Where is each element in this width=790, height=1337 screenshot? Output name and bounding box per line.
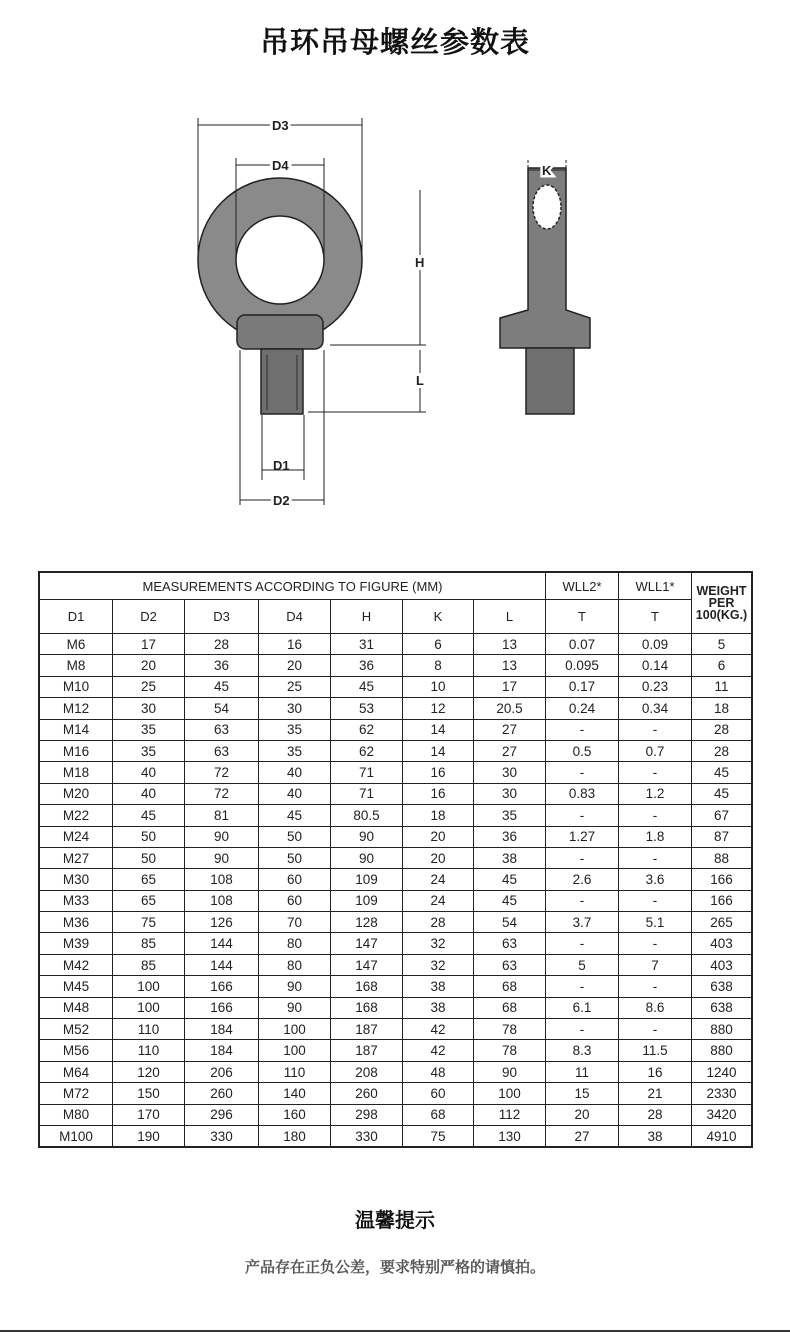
table-cell: 45 [185, 676, 259, 697]
table-cell: 110 [113, 1019, 185, 1040]
table-cell: 110 [113, 1040, 185, 1061]
side-view [500, 168, 590, 414]
label-d1: D1 [273, 458, 290, 473]
table-cell: 65 [113, 869, 185, 890]
table-cell: 0.17 [546, 676, 619, 697]
table-cell: - [546, 933, 619, 954]
table-cell: 68 [403, 1104, 474, 1125]
table-cell: 71 [331, 783, 403, 804]
table-cell: 30 [259, 698, 331, 719]
table-cell: 13 [474, 634, 546, 655]
table-cell: 50 [259, 826, 331, 847]
table-cell: 190 [113, 1125, 185, 1147]
table-cell: 45 [474, 890, 546, 911]
table-cell: M80 [39, 1104, 113, 1125]
table-cell: 298 [331, 1104, 403, 1125]
label-h: H [415, 255, 425, 270]
table-cell: 75 [403, 1125, 474, 1147]
table-row [39, 676, 752, 697]
table-cell: 100 [259, 1019, 331, 1040]
table-cell: 30 [113, 698, 185, 719]
table-cell: M10 [39, 676, 113, 697]
table-cell: 1.27 [546, 826, 619, 847]
table-row [39, 933, 752, 954]
tip-heading: 温馨提示 [355, 1208, 435, 1232]
table-cell: 20.5 [474, 698, 546, 719]
label-d2: D2 [273, 493, 290, 508]
table-cell: 403 [692, 933, 753, 954]
column-header: D1 [39, 600, 113, 634]
table-cell: 168 [331, 976, 403, 997]
table-cell: M36 [39, 912, 113, 933]
table-cell: 40 [259, 783, 331, 804]
table-cell: 0.83 [546, 783, 619, 804]
table-cell: 206 [185, 1061, 259, 1082]
table-cell: 16 [619, 1061, 692, 1082]
table-cell: 112 [474, 1104, 546, 1125]
table-cell: 126 [185, 912, 259, 933]
table-cell: 11 [546, 1061, 619, 1082]
table-row [39, 783, 752, 804]
table-cell: 16 [403, 762, 474, 783]
table-cell: 20 [403, 847, 474, 868]
table-cell: M8 [39, 655, 113, 676]
table-row [39, 997, 752, 1018]
table-cell: - [619, 933, 692, 954]
table-cell: 144 [185, 954, 259, 975]
table-cell: 54 [185, 698, 259, 719]
table-cell: 38 [619, 1125, 692, 1147]
table-cell: M64 [39, 1061, 113, 1082]
table-cell: 30 [474, 762, 546, 783]
table-cell: 28 [692, 719, 753, 740]
table-cell: M16 [39, 740, 113, 761]
table-cell: 8 [403, 655, 474, 676]
table-cell: 28 [692, 740, 753, 761]
table-cell: 2330 [692, 1083, 753, 1104]
table-row [39, 954, 752, 975]
table-cell: 6 [692, 655, 753, 676]
table-cell: 90 [259, 976, 331, 997]
table-cell: 5 [692, 634, 753, 655]
table-cell: 24 [403, 890, 474, 911]
table-cell: 24 [403, 869, 474, 890]
table-cell: M27 [39, 847, 113, 868]
table-cell: M18 [39, 762, 113, 783]
table-cell: 20 [403, 826, 474, 847]
table-cell: 25 [259, 676, 331, 697]
table-cell: 17 [113, 634, 185, 655]
header-wll1: WLL1* [619, 572, 692, 600]
table-cell: 32 [403, 933, 474, 954]
table-cell: 42 [403, 1040, 474, 1061]
group-header: MEASUREMENTS ACCORDING TO FIGURE (MM) [39, 572, 546, 600]
table-cell: 0.09 [619, 634, 692, 655]
column-header: L [474, 600, 546, 634]
table-cell: M52 [39, 1019, 113, 1040]
table-cell: 100 [113, 976, 185, 997]
table-cell: 110 [259, 1061, 331, 1082]
table-cell: 31 [331, 634, 403, 655]
table-cell: 10 [403, 676, 474, 697]
table-cell: 128 [331, 912, 403, 933]
table-row [39, 698, 752, 719]
header-wll2: WLL2* [546, 572, 619, 600]
label-d4: D4 [272, 158, 289, 173]
table-cell: M12 [39, 698, 113, 719]
table-cell: M20 [39, 783, 113, 804]
table-cell: 180 [259, 1125, 331, 1147]
table-cell: 6.1 [546, 997, 619, 1018]
table-cell: 187 [331, 1019, 403, 1040]
table-cell: 81 [185, 805, 259, 826]
table-cell: 109 [331, 869, 403, 890]
table-row [39, 740, 752, 761]
table-cell: 130 [474, 1125, 546, 1147]
table-cell: 15 [546, 1083, 619, 1104]
table-cell: 60 [259, 869, 331, 890]
table-cell: M14 [39, 719, 113, 740]
table-cell: 63 [185, 719, 259, 740]
table-row [39, 1040, 752, 1061]
table-cell: - [619, 719, 692, 740]
table-cell: M45 [39, 976, 113, 997]
table-cell: 71 [331, 762, 403, 783]
table-row [39, 1019, 752, 1040]
table-cell: 80 [259, 954, 331, 975]
table-cell: 45 [692, 783, 753, 804]
table-row [39, 1061, 752, 1082]
weight-line-2: PER [708, 596, 735, 610]
table-cell: 11.5 [619, 1040, 692, 1061]
page-title: 吊环吊母螺丝参数表 [259, 25, 530, 59]
table-cell: 144 [185, 933, 259, 954]
table-row [39, 1104, 752, 1125]
table-cell: 0.5 [546, 740, 619, 761]
table-row [39, 634, 752, 655]
table-cell: M48 [39, 997, 113, 1018]
table-cell: - [619, 805, 692, 826]
table-cell: 40 [259, 762, 331, 783]
tip-text: 产品存在正负公差，要求特别严格的请慎拍。 [244, 1258, 545, 1276]
table-cell: 100 [259, 1040, 331, 1061]
table-cell: 184 [185, 1040, 259, 1061]
column-header: D2 [113, 600, 185, 634]
table-cell: 90 [259, 997, 331, 1018]
table-cell: 108 [185, 890, 259, 911]
label-k: K [542, 163, 552, 178]
table-cell: 120 [113, 1061, 185, 1082]
table-cell: 36 [185, 655, 259, 676]
table-cell: 90 [185, 847, 259, 868]
table-cell: 90 [331, 826, 403, 847]
table-cell: 11 [692, 676, 753, 697]
table-cell: M6 [39, 634, 113, 655]
table-cell: 166 [692, 869, 753, 890]
table-cell: M39 [39, 933, 113, 954]
table-row [39, 869, 752, 890]
table-cell: 88 [692, 847, 753, 868]
table-cell: - [546, 762, 619, 783]
table-cell: 166 [185, 997, 259, 1018]
table-cell: 1.2 [619, 783, 692, 804]
table-cell: 638 [692, 997, 753, 1018]
weight-line-3: 100(KG.) [695, 608, 748, 622]
table-cell: 140 [259, 1083, 331, 1104]
table-cell: 90 [331, 847, 403, 868]
table-cell: 25 [113, 676, 185, 697]
column-header: T [619, 600, 692, 634]
table-cell: 100 [474, 1083, 546, 1104]
table-row [39, 1083, 752, 1104]
table-cell: 168 [331, 997, 403, 1018]
table-cell: 0.095 [546, 655, 619, 676]
table-cell: 32 [403, 954, 474, 975]
table-cell: 28 [403, 912, 474, 933]
table-cell: 45 [692, 762, 753, 783]
table-cell: 403 [692, 954, 753, 975]
table-cell: 38 [403, 997, 474, 1018]
table-cell: 18 [692, 698, 753, 719]
table-cell: 35 [113, 740, 185, 761]
table-cell: 0.07 [546, 634, 619, 655]
table-cell: M56 [39, 1040, 113, 1061]
table-cell: 208 [331, 1061, 403, 1082]
table-cell: M100 [39, 1125, 113, 1147]
table-cell: 1240 [692, 1061, 753, 1082]
table-row [39, 976, 752, 997]
parameter-table [38, 571, 753, 1148]
table-cell: - [546, 805, 619, 826]
table-cell: 50 [113, 826, 185, 847]
table-cell: M24 [39, 826, 113, 847]
column-header: D3 [185, 600, 259, 634]
table-cell: 38 [403, 976, 474, 997]
table-cell: 108 [185, 869, 259, 890]
table-cell: 18 [403, 805, 474, 826]
table-cell: 16 [403, 783, 474, 804]
table-cell: 260 [185, 1083, 259, 1104]
table-cell: - [546, 976, 619, 997]
table-cell: 36 [331, 655, 403, 676]
table-cell: 3.6 [619, 869, 692, 890]
table-cell: 27 [474, 740, 546, 761]
table-cell: 78 [474, 1040, 546, 1061]
table-cell: 16 [259, 634, 331, 655]
table-cell: M22 [39, 805, 113, 826]
table-cell: 63 [474, 933, 546, 954]
table-cell: 30 [474, 783, 546, 804]
table-cell: 166 [185, 976, 259, 997]
table-cell: 260 [331, 1083, 403, 1104]
column-header: K [403, 600, 474, 634]
front-view [198, 178, 362, 414]
label-d3: D3 [272, 118, 289, 133]
table-cell: 65 [113, 890, 185, 911]
table-cell: 265 [692, 912, 753, 933]
table-row [39, 912, 752, 933]
table-cell: - [619, 890, 692, 911]
table-cell: 48 [403, 1061, 474, 1082]
table-cell: 63 [185, 740, 259, 761]
table-cell: 28 [619, 1104, 692, 1125]
table-cell: 880 [692, 1040, 753, 1061]
table-row [39, 1125, 752, 1147]
table-cell: 70 [259, 912, 331, 933]
table-cell: - [619, 1019, 692, 1040]
table-cell: 90 [474, 1061, 546, 1082]
header-weight [692, 572, 753, 634]
table-cell: - [546, 890, 619, 911]
table-cell: 166 [692, 890, 753, 911]
table-cell: 80 [259, 933, 331, 954]
table-cell: 296 [185, 1104, 259, 1125]
table-row [39, 719, 752, 740]
table-cell: 14 [403, 719, 474, 740]
table-cell: 62 [331, 740, 403, 761]
table-cell: 7 [619, 954, 692, 975]
table-cell: 8.3 [546, 1040, 619, 1061]
column-header: H [331, 600, 403, 634]
table-cell: 45 [331, 676, 403, 697]
table-cell: 147 [331, 954, 403, 975]
table-cell: 35 [113, 719, 185, 740]
table-cell: 28 [185, 634, 259, 655]
table-cell: 21 [619, 1083, 692, 1104]
table-cell: 5.1 [619, 912, 692, 933]
table-row [39, 655, 752, 676]
table-cell: 109 [331, 890, 403, 911]
table-cell: 60 [259, 890, 331, 911]
table-cell: 54 [474, 912, 546, 933]
table-cell: 80.5 [331, 805, 403, 826]
table-cell: 0.7 [619, 740, 692, 761]
table-cell: 5 [546, 954, 619, 975]
table-cell: 40 [113, 783, 185, 804]
table-cell: 68 [474, 976, 546, 997]
table-cell: 3420 [692, 1104, 753, 1125]
table-cell: 90 [185, 826, 259, 847]
table-cell: 36 [474, 826, 546, 847]
table-cell: 170 [113, 1104, 185, 1125]
table-cell: 63 [474, 954, 546, 975]
table-cell: 100 [113, 997, 185, 1018]
table-cell: 85 [113, 933, 185, 954]
table-cell: 87 [692, 826, 753, 847]
table-cell: 78 [474, 1019, 546, 1040]
table-row [39, 890, 752, 911]
table-cell: M42 [39, 954, 113, 975]
table-cell: M30 [39, 869, 113, 890]
table-cell: 3.7 [546, 912, 619, 933]
table-cell: 17 [474, 676, 546, 697]
table-cell: 6 [403, 634, 474, 655]
table-cell: 50 [113, 847, 185, 868]
table-cell: 0.34 [619, 698, 692, 719]
table-cell: 50 [259, 847, 331, 868]
table-cell: 85 [113, 954, 185, 975]
table-cell: 45 [113, 805, 185, 826]
table-cell: 147 [331, 933, 403, 954]
table-cell: 8.6 [619, 997, 692, 1018]
table-cell: 20 [259, 655, 331, 676]
table-row [39, 762, 752, 783]
table-cell: 4910 [692, 1125, 753, 1147]
table-cell: 13 [474, 655, 546, 676]
table-cell: 184 [185, 1019, 259, 1040]
table-cell: 42 [403, 1019, 474, 1040]
table-cell: 35 [259, 740, 331, 761]
table-cell: - [619, 762, 692, 783]
eye-bolt-diagram [0, 100, 790, 520]
table-cell: 14 [403, 740, 474, 761]
column-header: T [546, 600, 619, 634]
column-header: D4 [259, 600, 331, 634]
table-cell: 45 [259, 805, 331, 826]
table-cell: 0.24 [546, 698, 619, 719]
table-cell: 72 [185, 762, 259, 783]
table-cell: 20 [113, 655, 185, 676]
table-cell: 68 [474, 997, 546, 1018]
table-row [39, 826, 752, 847]
table-cell: - [619, 976, 692, 997]
table-cell: 638 [692, 976, 753, 997]
table-cell: 12 [403, 698, 474, 719]
table-cell: 27 [474, 719, 546, 740]
table-cell: 1.8 [619, 826, 692, 847]
label-l: L [416, 373, 424, 388]
table-cell: 35 [259, 719, 331, 740]
table-cell: 0.14 [619, 655, 692, 676]
table-cell: 880 [692, 1019, 753, 1040]
table-cell: 160 [259, 1104, 331, 1125]
table-cell: 330 [331, 1125, 403, 1147]
divider [0, 1330, 790, 1332]
table-cell: 330 [185, 1125, 259, 1147]
table-cell: - [546, 847, 619, 868]
table-cell: - [619, 847, 692, 868]
table-cell: 45 [474, 869, 546, 890]
table-cell: 40 [113, 762, 185, 783]
table-cell: 2.6 [546, 869, 619, 890]
table-cell: 60 [403, 1083, 474, 1104]
table-cell: 67 [692, 805, 753, 826]
table-cell: 62 [331, 719, 403, 740]
table-cell: M72 [39, 1083, 113, 1104]
table-cell: - [546, 1019, 619, 1040]
table-cell: M33 [39, 890, 113, 911]
table-cell: 20 [546, 1104, 619, 1125]
table-cell: 27 [546, 1125, 619, 1147]
table-cell: 187 [331, 1040, 403, 1061]
table-row [39, 847, 752, 868]
table-cell: 150 [113, 1083, 185, 1104]
table-cell: 35 [474, 805, 546, 826]
table-cell: 38 [474, 847, 546, 868]
table-row [39, 805, 752, 826]
table-cell: 72 [185, 783, 259, 804]
table-cell: 53 [331, 698, 403, 719]
table-cell: - [546, 719, 619, 740]
table-cell: 75 [113, 912, 185, 933]
table-cell: 0.23 [619, 676, 692, 697]
weight-line-1: WEIGHT [696, 584, 747, 598]
